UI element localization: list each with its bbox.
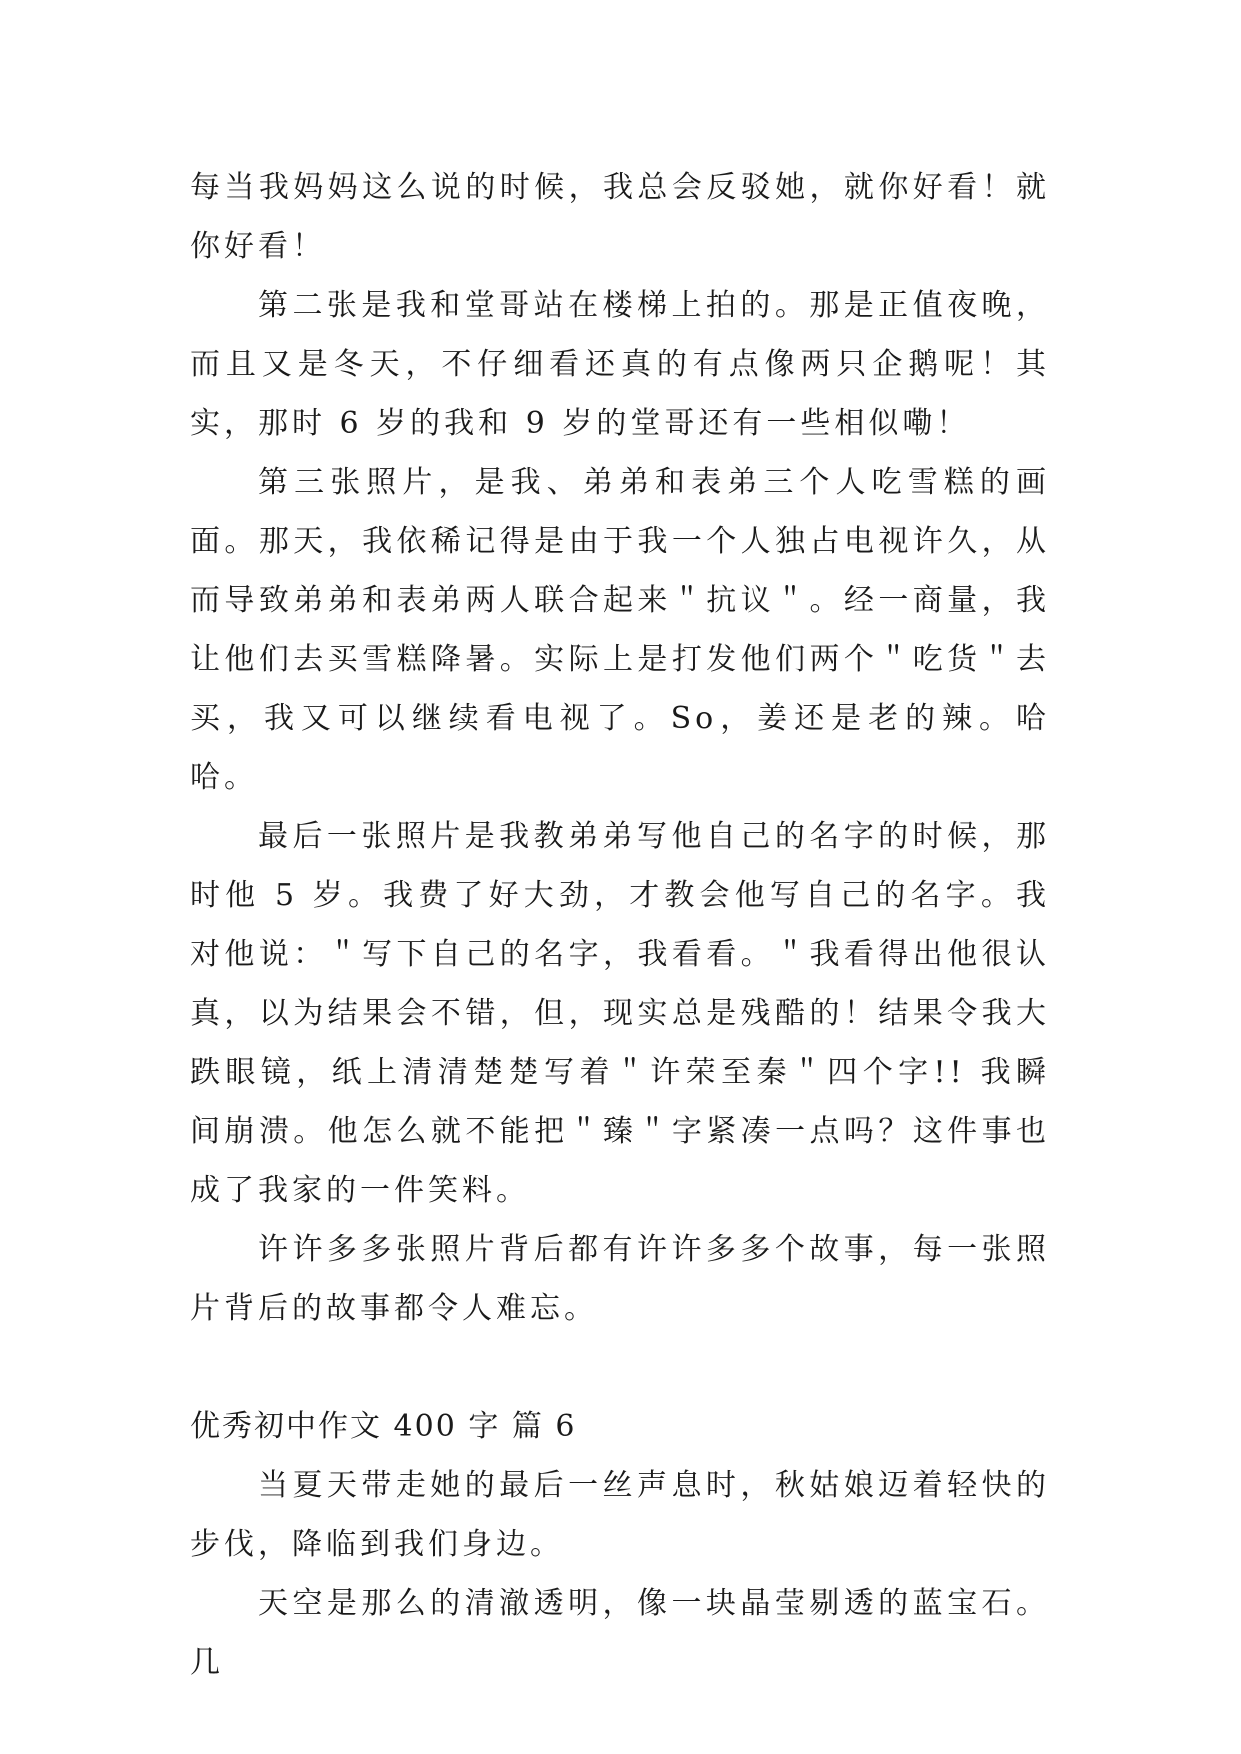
paragraph: 许许多多张照片背后都有许许多多个故事，每一张照片背后的故事都令人难忘。 [190,1232,1050,1326]
paragraph: 第三张照片，是我、弟弟和表弟三个人吃雪糕的画面。那天，我依稀记得是由于我一个人独占电视许久，从而导致弟弟和表弟两人联合起来＂抗议＂。经一商量，我让他们去买雪糕降暑。实际上是打发他们两个＂吃货＂去买，我又可以继续看电视了。So，姜还是老的辣。哈哈。 [190,465,1050,795]
section-spacer [190,1338,1050,1397]
paragraph: 最后一张照片是我教弟弟写他自己的名字的时候，那时他 5 岁。我费了好大劲，才教会他写自己的名字。我对他说：＂写下自己的名字，我看看。＂我看得出他很认真，以为结果会不错，但，现实总是残酷的！结果令我大跌眼镜，纸上清清楚楚写着＂许荣至秦＂四个字!! 我瞬间崩溃。他怎么就不能把＂臻＂字紧凑一点吗？这件事也成了我家的一件笑料。 [190,819,1050,1208]
paragraph: 天空是那么的清澈透明，像一块晶莹剔透的蓝宝石。几 [190,1586,1050,1680]
paragraph: 第二张是我和堂哥站在楼梯上拍的。那是正值夜晚，而且又是冬天，不仔细看还真的有点像两只企鹅呢！其实，那时 6 岁的我和 9 岁的堂哥还有一些相似嘞！ [190,288,1050,441]
document-body [190,158,1050,1692]
section-heading: 优秀初中作文 400 字 篇 6 [190,1409,577,1444]
paragraph: 当夏天带走她的最后一丝声息时，秋姑娘迈着轻快的步伐，降临到我们身边。 [190,1468,1050,1562]
paragraph: 每当我妈妈这么说的时候，我总会反驳她，就你好看！就你好看！ [190,170,1050,264]
